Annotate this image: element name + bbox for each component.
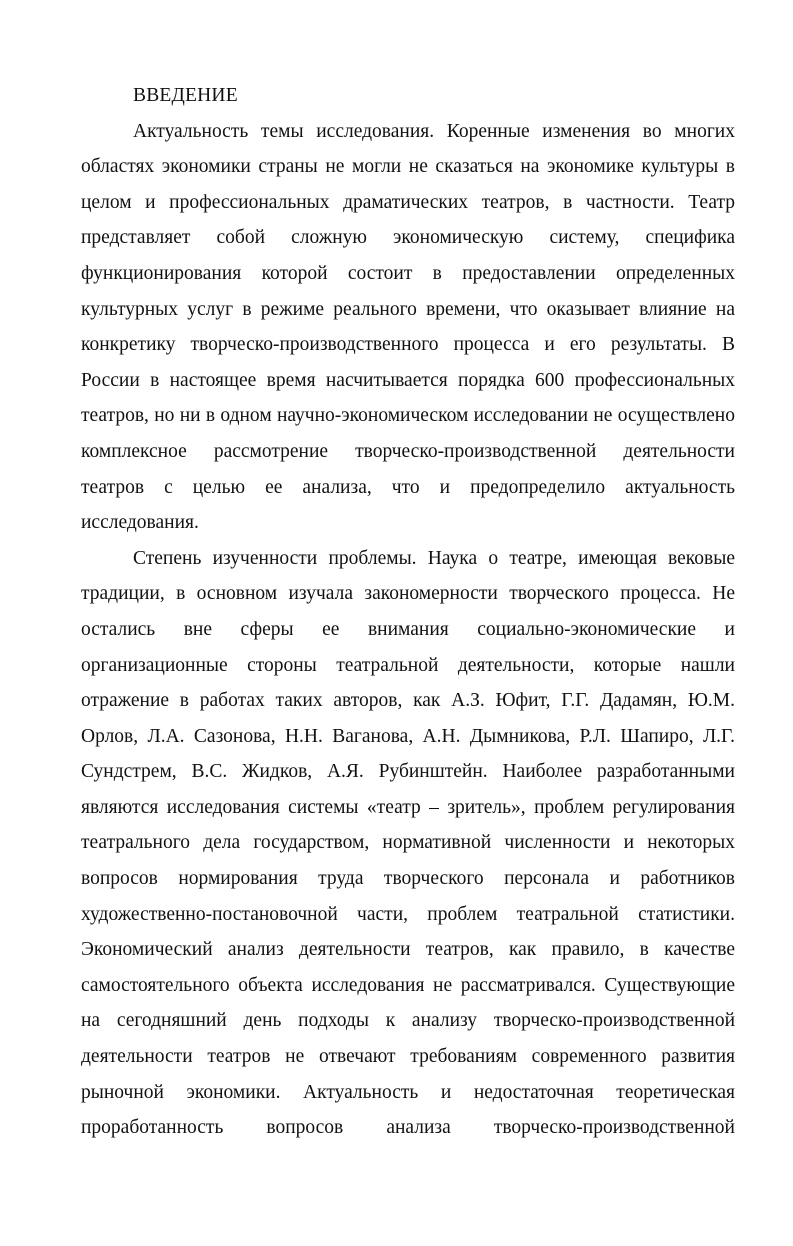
document-page [81, 78, 735, 1146]
section-heading: ВВЕДЕНИЕ [133, 85, 238, 106]
paragraph-research-degree: Степень изученности проблемы. Наука о театре, имеющая вековые традиции, в основном изучала закономерности творческого процесса. Не остались вне сферы ее внимания социально-экономические и организационные стороны театральной деятельности, которые нашли отражение в работах таких авторов, как А.З. Юфит, Г.Г. Дадамян, Ю.М. Орлов, Л.А. Сазонова, Н.Н. Ваганова, А.Н. Дымникова, Р.Л. Шапиро, Л.Г. Сундстрем, В.С. Жидков, А.Я. Рубинштейн. Наиболее разработанными являются исследования системы «театр – зритель», проблем регулирования театрального дела государством, нормативной численности и некоторых вопросов нормирования труда творческого персонала и работников художественно-постановочной части, проблем театральной статистики. Экономический анализ деятельности театров, как правило, в качестве самостоятельного объекта исследования не рассматривался. Существующие на сегодняшний день подходы к анализу творческо-производственной деятельности театров не отвечают требованиям современного развития рыночной экономики. Актуальность и недостаточная теоретическая проработанность вопросов анализа творческо-производственной [81, 547, 735, 1139]
paragraph-relevance: Актуальность темы исследования. Коренные изменения во многих областях экономики страны не могли не сказаться на экономике культуры в целом и профессиональных драматических театров, в частности. Театр представляет собой сложную экономическую систему, специфика функционирования которой состоит в предоставлении определенных культурных услуг в режиме реального времени, что оказывает влияние на конкретику творческо-производственного процесса и его результаты. В России в настоящее время насчитывается порядка 600 профессиональных театров, но ни в одном научно-экономическом исследовании не осуществлено комплексное рассмотрение творческо-производственной деятельности театров с целью ее анализа, что и предопределило актуальность исследования. [81, 120, 735, 534]
